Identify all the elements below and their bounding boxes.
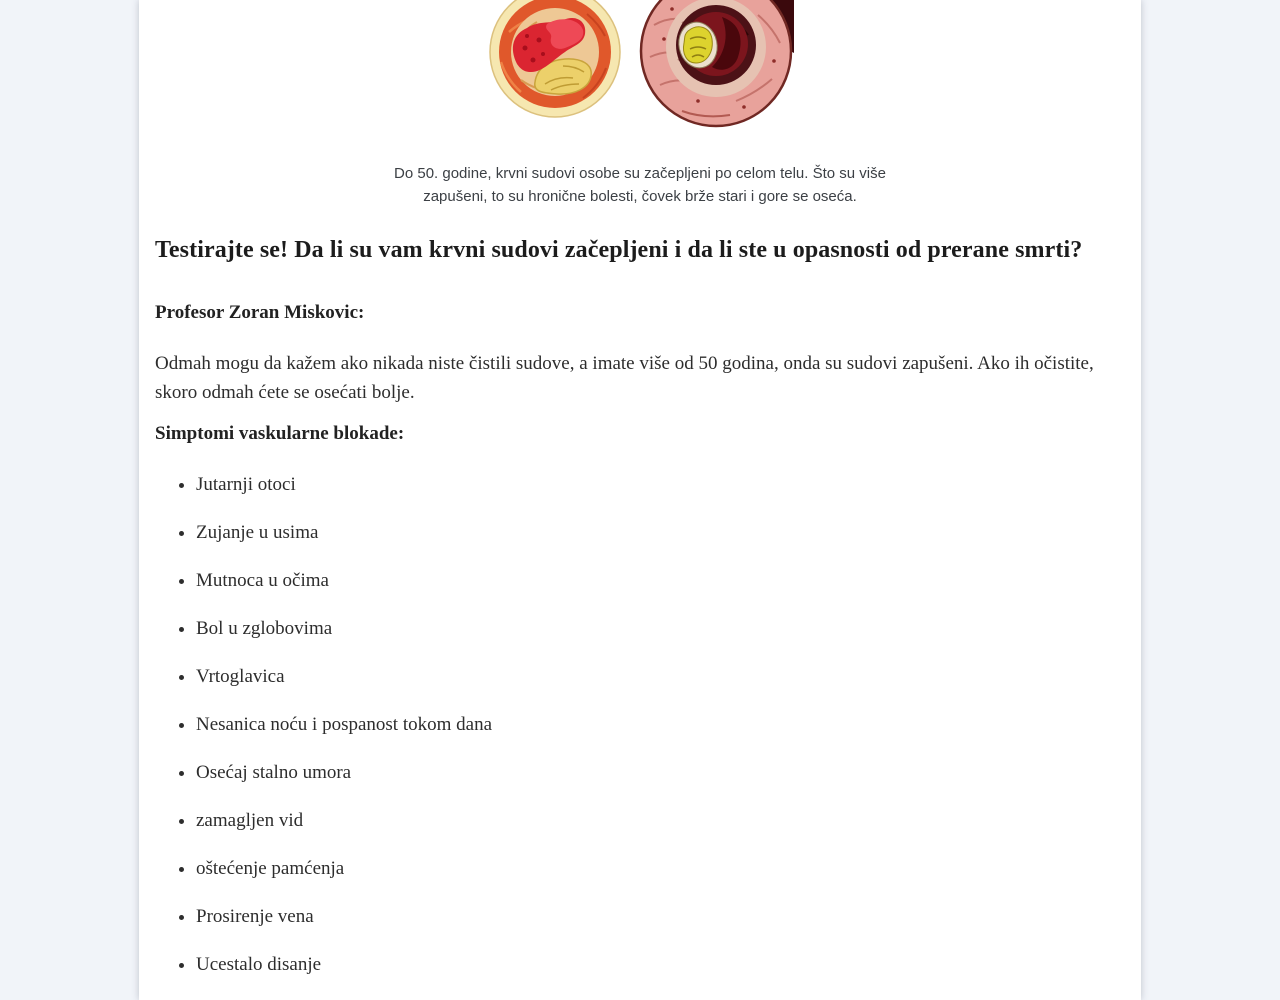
symptom-item: • Jutarnji otoci [196, 470, 1125, 499]
symptom-item: • Ucestalo disanje [196, 950, 1125, 979]
symptom-item: • Zujanje u usima [196, 518, 1125, 547]
symptom-item: • Mutnoca u očima [196, 566, 1125, 595]
article-heading: Testirajte se! Da li su vam krvni sudovi začepljeni i da li ste u opasnosti od prerane smrti? [155, 237, 1083, 263]
symptom-item: • Nesanica noću i pospanost tokom dana [196, 710, 1125, 739]
intro-paragraph: Odmah mogu da kažem ako nikada niste čistili sudove, a imate više od 50 godina, onda su sudovi zapušeni. Ako ih očistite, skoro odmah ćete se osećati bolje. [155, 353, 1094, 403]
artery-figure [155, 0, 1125, 208]
article-content [139, 0, 1141, 1000]
symptom-item: • oštećenje pamćenja [196, 854, 1125, 883]
symptom-item: • Vrtoglavica [196, 662, 1125, 691]
professor-label: Profesor Zoran Miskovic: [155, 302, 365, 323]
figure-caption: Do 50. godine, krvni sudovi osobe su začepljeni po celom telu. Što su više zapušeni, to su hronične bolesti, čovek brže stari i gore se oseća. [394, 165, 886, 205]
symptom-item: • Osećaj stalno umora [196, 758, 1125, 787]
artery-clot-illustration [487, 0, 623, 124]
symptom-item: • Prosirenje vena [196, 902, 1125, 931]
symptoms-heading: Simptomi vaskularne blokade: [155, 423, 405, 444]
artery-images-row [155, 0, 1125, 140]
symptom-item: • zamagljen vid [196, 806, 1125, 835]
symptom-item: • Bol u zglobovima [196, 614, 1125, 643]
symptoms-list [155, 470, 1125, 979]
artery-narrowed-illustration [638, 0, 794, 133]
